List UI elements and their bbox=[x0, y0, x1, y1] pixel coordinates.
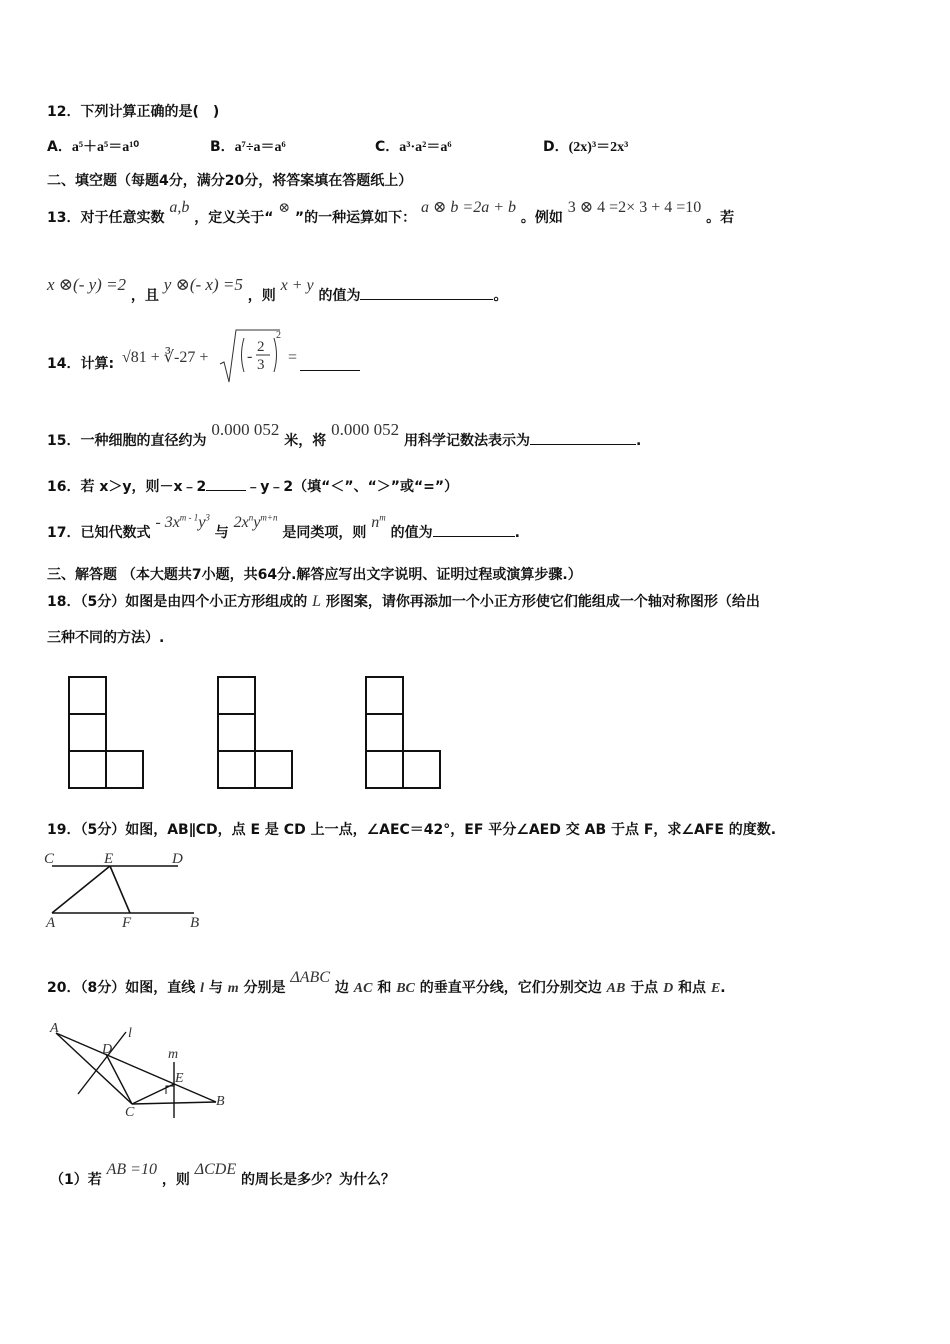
q20-figure bbox=[44, 1020, 234, 1120]
q20-sub1-text-1: （1）若 bbox=[50, 1172, 102, 1188]
q13-text-2: ，定义关于“ bbox=[194, 210, 274, 226]
q20-AB: AB bbox=[606, 981, 626, 996]
q12-option-c-label: C． bbox=[375, 139, 400, 155]
q14-sqrt-81: √81 bbox=[122, 349, 147, 366]
q20-line bbox=[47, 969, 726, 996]
q20-text-1: 20．（8分）如图，直线 bbox=[47, 980, 196, 996]
q13-text-9: 。 bbox=[493, 288, 508, 304]
q20-label-C: C bbox=[125, 1105, 135, 1120]
q20-text-8: 和点 bbox=[678, 980, 707, 996]
q17-text-4: 的值为 bbox=[390, 525, 433, 541]
q17-text-2: 与 bbox=[214, 525, 229, 541]
q12-option-d-label: D． bbox=[543, 139, 569, 155]
q14-minus: - bbox=[247, 348, 253, 365]
q19-label-B: B bbox=[190, 915, 200, 931]
q19-label-D: D bbox=[172, 851, 183, 867]
q16-answer-blank[interactable] bbox=[206, 476, 246, 491]
q16-text-2: ﹣y﹣2（填“＜”、“＞”或“=”） bbox=[246, 479, 459, 495]
q18-line1 bbox=[47, 594, 760, 610]
q13-text-3: ”的一种运算如下： bbox=[294, 210, 417, 226]
q17-n-power-m: $n^m$ bbox=[371, 512, 386, 531]
q15-text-1: 15．一种细胞的直径约为 bbox=[47, 433, 207, 449]
q18-figure-2 bbox=[217, 676, 297, 790]
q19-text: 19．（5分）如图，AB∥CD，点 E 是 CD 上一点，∠AEC＝42°，EF 平分∠AED 交 AB 于点 F，求∠AFE 的度数. bbox=[47, 822, 777, 838]
q20-label-E: E bbox=[175, 1071, 184, 1086]
q13-definition: a ⊗ b =2a + b bbox=[421, 199, 516, 216]
q20-triangle-abc: ΔABC bbox=[290, 969, 330, 986]
section-3-heading: 三、解答题 （本大题共7小题，共64分.解答应写出文字说明、证明过程或演算步骤.） bbox=[47, 567, 582, 583]
q20-label-A: A bbox=[50, 1021, 59, 1036]
q14-exponent: 2 bbox=[276, 330, 281, 341]
q12-option-c: a³·a²＝a⁶ bbox=[399, 140, 452, 155]
q13-text-8: 的值为 bbox=[318, 288, 361, 304]
q14-label: 14．计算: bbox=[47, 356, 115, 372]
q19-label-A: A bbox=[46, 915, 56, 931]
q18-line2: 三种不同的方法）. bbox=[47, 630, 165, 646]
q20-text-5: 和 bbox=[377, 980, 392, 996]
q18-L: L bbox=[312, 593, 322, 610]
q20-sub1-ab: AB =10 bbox=[106, 1161, 157, 1178]
q20-label-l: l bbox=[128, 1026, 132, 1041]
q20-text-2: 与 bbox=[208, 980, 223, 996]
q20-text-3: 分别是 bbox=[243, 980, 286, 996]
q20-m: m bbox=[227, 981, 239, 996]
q13-text-4: 。例如 bbox=[520, 210, 563, 226]
q14-plus-2: + bbox=[199, 349, 209, 366]
q17-term-2: $2x^ny^{m+n}$ bbox=[233, 512, 278, 531]
q12-option-a: a⁵＋a⁵＝a¹⁰ bbox=[71, 140, 140, 155]
q20-AC: AC bbox=[353, 981, 373, 996]
q13-answer-blank[interactable] bbox=[360, 285, 493, 300]
q12-option-a-label: A． bbox=[47, 139, 72, 155]
q12-title: 12．下列计算正确的是( ) bbox=[47, 104, 220, 120]
q20-text-4: 边 bbox=[334, 980, 349, 996]
q20-label-D: D bbox=[102, 1042, 113, 1057]
q15-text-2: 米，将 bbox=[284, 433, 327, 449]
q20-sub1-triangle-cde: ΔCDE bbox=[194, 1161, 237, 1178]
q13-x-plus-y: x + y bbox=[280, 277, 314, 294]
q16-text-1: 16．若 x＞y，则－x﹣2 bbox=[47, 479, 207, 495]
q13-ab: a,b bbox=[169, 199, 190, 216]
q20-BC: BC bbox=[396, 981, 415, 996]
q18-figure-1 bbox=[68, 676, 148, 790]
q15-text-3: 用科学记数法表示为 bbox=[403, 433, 530, 449]
q13-text-7: ，则 bbox=[247, 288, 276, 304]
q20-text-7: 于点 bbox=[630, 980, 659, 996]
q12-option-d-row bbox=[543, 140, 628, 155]
q20-D: D bbox=[663, 981, 674, 996]
q12-option-b-row bbox=[210, 140, 286, 155]
q15-text-4: . bbox=[635, 433, 642, 449]
q13-condition-2: y ⊗(- x) =5 bbox=[163, 275, 243, 294]
q12-option-d: (2x)³＝2x³ bbox=[568, 140, 629, 155]
q14-answer-blank[interactable] bbox=[300, 356, 360, 371]
q20-E: E bbox=[710, 981, 721, 996]
q13-text-5: 。若 bbox=[706, 210, 735, 226]
q17-text-5: . bbox=[514, 525, 520, 541]
q17-line bbox=[47, 512, 520, 541]
q20-label-m: m bbox=[168, 1047, 179, 1062]
q16-line bbox=[47, 476, 458, 494]
q19-label-C: C bbox=[44, 851, 55, 867]
q12-option-b: a⁷÷a＝a⁶ bbox=[234, 140, 286, 155]
q14-cbrt-27: ∛-27 bbox=[163, 349, 196, 366]
q17-text-1: 17．已知代数式 bbox=[47, 525, 151, 541]
q20-sub-question-1 bbox=[50, 1161, 395, 1188]
q14-numerator: 2 bbox=[257, 339, 265, 355]
q14-expression bbox=[122, 350, 208, 366]
q20-text-9: . bbox=[720, 980, 726, 996]
q15-answer-blank[interactable] bbox=[530, 430, 636, 445]
q20-sub1-text-3: 的周长是多少？为什么？ bbox=[240, 1172, 395, 1188]
q13-line1 bbox=[47, 199, 735, 226]
q19-figure bbox=[44, 850, 214, 930]
q20-label-B: B bbox=[216, 1094, 225, 1109]
q18-text-2: 形图案，请你再添加一个小正方形使它们能组成一个轴对称图形（给出 bbox=[325, 594, 760, 610]
q13-condition-1: x ⊗(- y) =2 bbox=[47, 275, 127, 294]
q13-line2 bbox=[47, 275, 508, 304]
q12-options bbox=[47, 140, 139, 155]
q14-plus-1: + bbox=[150, 349, 160, 366]
q12-option-b-label: B． bbox=[210, 139, 235, 155]
q20-l: l bbox=[200, 981, 204, 996]
q13-example: 3 ⊗ 4 =2× 3 + 4 =10 bbox=[567, 199, 702, 216]
q14-equals: = bbox=[288, 349, 298, 366]
q17-term-1: - $3x^{m - 1}y^3$ bbox=[155, 512, 210, 531]
q18-figure-3 bbox=[365, 676, 445, 790]
section-2-heading: 二、填空题（每题4分，满分20分，将答案填在答题纸上） bbox=[47, 173, 413, 189]
q18-text-1: 18．（5分）如图是由四个小正方形组成的 bbox=[47, 594, 308, 610]
q20-text-6: 的垂直平分线，它们分别交边 bbox=[419, 980, 602, 996]
q15-number-2: 0.000 052 bbox=[331, 420, 400, 439]
q19-label-F: F bbox=[122, 915, 132, 931]
q12-option-c-row bbox=[375, 140, 452, 155]
q14-denominator: 3 bbox=[257, 357, 265, 373]
q13-op: ⊗ bbox=[278, 201, 291, 216]
q13-text-6: ，且 bbox=[130, 288, 159, 304]
q15-number-1: 0.000 052 bbox=[211, 420, 280, 439]
q13-text-1: 13．对于任意实数 bbox=[47, 210, 165, 226]
q20-sub1-text-2: ，则 bbox=[161, 1172, 190, 1188]
q19-label-E: E bbox=[104, 851, 114, 867]
q15-line bbox=[47, 420, 642, 449]
q17-answer-blank[interactable] bbox=[433, 522, 515, 537]
q17-text-3: 是同类项，则 bbox=[282, 525, 367, 541]
